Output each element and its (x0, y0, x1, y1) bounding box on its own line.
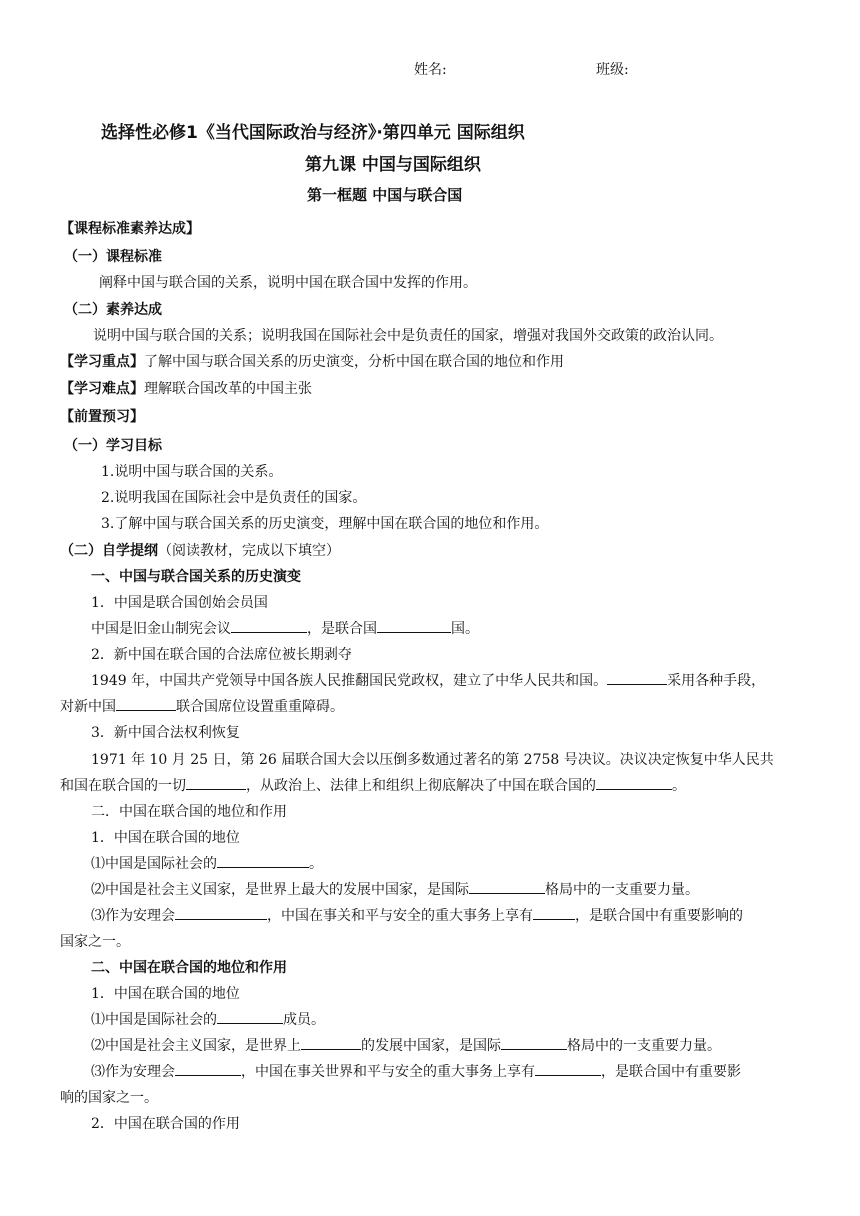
p2a-1b-line (91, 879, 699, 899)
standards-heading: 【课程标准素养达成】 (60, 221, 200, 237)
p1-2-line2 (60, 696, 344, 716)
p2b-1-heading: 1．中国在联合国的地位 (91, 986, 240, 1002)
text-run: ，是联合国中有重要影 (601, 1064, 741, 1080)
goal-item: 2.说明我国在国际社会中是负责任的国家。 (101, 490, 367, 506)
text-run: 联合国席位设置重重障碍。 (176, 699, 344, 715)
text-run: 中国是旧金山制宪会议 (91, 621, 231, 637)
part2b-title: 二、中国在联合国的地位和作用 (91, 960, 287, 976)
outline-heading-line (60, 540, 340, 560)
lesson-title: 第九课 中国与国际组织 (305, 155, 481, 175)
text-run: ⑶作为安理会 (91, 908, 175, 924)
fill-blank[interactable] (116, 696, 176, 711)
text-run: 和国在联合国的一切 (60, 778, 186, 794)
text-run: ，中国在事关和平与安全的重大事务上享有 (267, 908, 533, 924)
text-run: ，是联合国中有重要影响的 (575, 908, 743, 924)
standards-sub2-text: 说明中国与联合国的关系；说明我国在国际社会中是负责任的国家，增强对我国外交政策的政治认同。 (93, 328, 723, 344)
goal-item: 1.说明中国与联合国的关系。 (101, 464, 283, 480)
part1-title: 一、中国与联合国关系的历史演变 (91, 569, 301, 585)
outline-heading: （二）自学提纲 (60, 543, 158, 559)
p1-1-fill-line (91, 618, 479, 638)
text-run: ⑶作为安理会 (91, 1064, 175, 1080)
difficulty-line (60, 378, 312, 398)
text-run: 。 (672, 778, 686, 794)
fill-blank[interactable] (501, 1035, 567, 1050)
fill-blank[interactable] (175, 1061, 241, 1076)
text-run: 1949 年，中国共产党领导中国各族人民推翻国民党政权，建立了中华人民共和国。 (91, 673, 608, 689)
fill-blank[interactable] (301, 1035, 361, 1050)
section-title: 第一框题 中国与联合国 (307, 186, 463, 204)
text-run: ⑵中国是社会主义国家，是世界上 (91, 1038, 301, 1054)
fill-blank[interactable] (607, 670, 667, 685)
fill-blank[interactable] (535, 1061, 601, 1076)
p2a-1c-line (91, 905, 743, 925)
fill-blank[interactable] (217, 1009, 283, 1024)
p2b-1b-line (91, 1035, 721, 1055)
p2b-1c-cont: 响的国家之一。 (60, 1090, 158, 1106)
p2a-1a-line (91, 853, 323, 873)
part2a-title: 二．中国在联合国的地位和作用 (91, 804, 287, 820)
goals-heading: （一）学习目标 (64, 438, 162, 454)
text-run: 对新中国 (60, 699, 116, 715)
difficulty-text: 理解联合国改革的中国主张 (144, 381, 312, 397)
standards-sub2: （二）素养达成 (64, 302, 162, 318)
goal-item: 3.了解中国与联合国关系的历史演变，理解中国在联合国的地位和作用。 (101, 516, 549, 532)
fill-blank[interactable] (533, 905, 575, 920)
p1-2-line1 (91, 670, 765, 690)
p1-3-line2 (60, 775, 686, 795)
p1-3-heading: 3．新中国合法权利恢复 (91, 725, 240, 741)
fill-blank[interactable] (596, 775, 672, 790)
difficulty-label: 【学习难点】 (60, 381, 144, 397)
p1-1-heading: 1．中国是联合国创始会员国 (91, 595, 268, 611)
p1-3-line1: 1971 年 10 月 25 日，第 26 届联合国大会以压倒多数通过著名的第 2758 号决议。决议决定恢复中华人民共 (91, 752, 774, 768)
focus-label: 【学习重点】 (60, 354, 144, 370)
text-run: ，中国在事关世界和平与安全的重大事务上享有 (241, 1064, 535, 1080)
standards-sub1: （一）课程标准 (64, 249, 162, 265)
text-run: ⑴中国是国际社会的 (91, 1012, 217, 1028)
text-run: ，从政治上、法律上和组织上彻底解决了中国在联合国的 (246, 778, 596, 794)
p2b-1a-line (91, 1009, 325, 1029)
fill-blank[interactable] (175, 905, 267, 920)
p2b-2-heading: 2．中国在联合国的作用 (91, 1116, 240, 1132)
fill-blank[interactable] (217, 853, 309, 868)
p1-2-heading: 2．新中国在联合国的合法席位被长期剥夺 (91, 647, 352, 663)
main-title: 选择性必修1《当代国际政治与经济》·第四单元 国际组织 (101, 123, 525, 143)
text-run: 国。 (451, 621, 479, 637)
fill-blank[interactable] (377, 618, 451, 633)
text-run: 。 (309, 856, 323, 872)
text-run: ，是联合国 (307, 621, 377, 637)
focus-line (60, 351, 564, 371)
text-run: ⑴中国是国际社会的 (91, 856, 217, 872)
text-run: 采用各种手段， (667, 673, 766, 689)
preview-heading: 【前置预习】 (60, 409, 144, 425)
text-run: ⑵中国是社会主义国家，是世界上最大的发展中国家，是国际 (91, 882, 469, 898)
outline-note: （阅读教材，完成以下填空） (158, 543, 340, 559)
standards-sub1-text: 阐释中国与联合国的关系，说明中国在联合国中发挥的作用。 (99, 275, 477, 291)
text-run: 成员。 (283, 1012, 325, 1028)
p2b-1c-line (91, 1061, 741, 1081)
text-run: 格局中的一支重要力量。 (545, 882, 699, 898)
fill-blank[interactable] (186, 775, 246, 790)
fill-blank[interactable] (469, 879, 545, 894)
text-run: 的发展中国家，是国际 (361, 1038, 501, 1054)
focus-text: 了解中国与联合国关系的历史演变，分析中国在联合国的地位和作用 (144, 354, 564, 370)
text-run: 格局中的一支重要力量。 (567, 1038, 721, 1054)
class-label: 班级: (596, 62, 629, 78)
p2a-1c-cont: 国家之一。 (60, 934, 130, 950)
p2a-1-heading: 1．中国在联合国的地位 (91, 830, 240, 846)
fill-blank[interactable] (231, 618, 307, 633)
name-label: 姓名: (414, 62, 447, 78)
